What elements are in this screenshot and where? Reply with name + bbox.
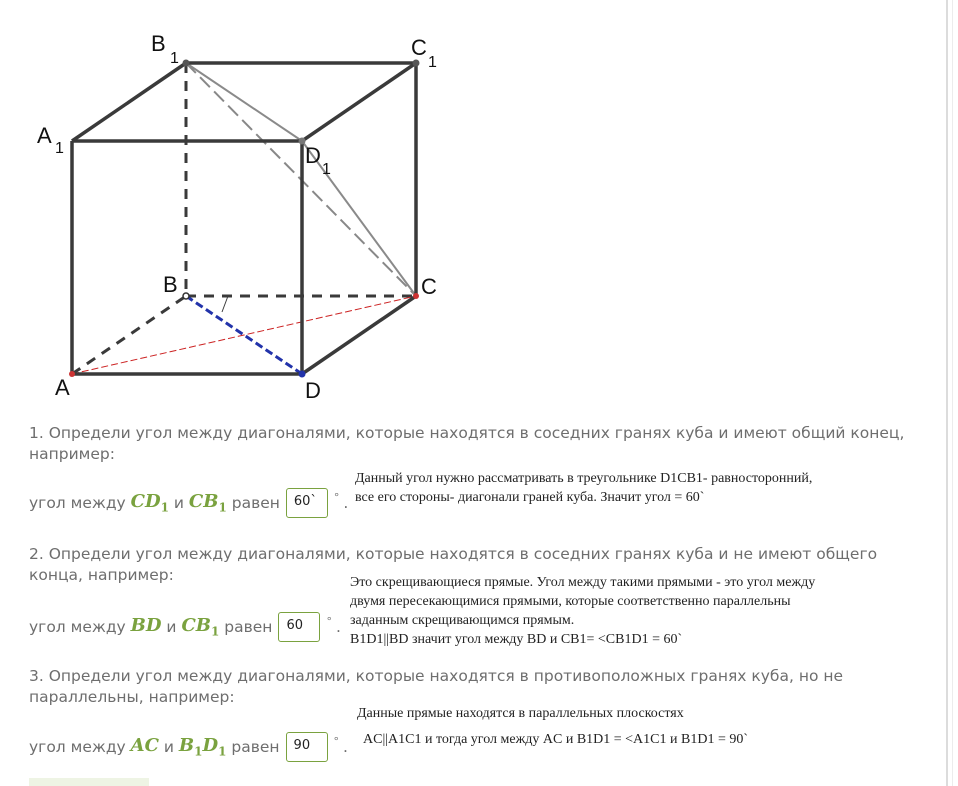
scrollbar-edge [952,0,953,786]
question-3-text: 3. Определи угол между диагоналями, которые находятся в противоположных гранях куба, но не параллельны, например: [29,667,844,706]
q2-suffix: равен [224,618,273,636]
diagonal-AC [72,296,416,374]
edge-AB [72,296,186,374]
q3-suffix: равен [231,738,280,756]
label-D1: D [305,143,321,168]
q1-period: . [343,494,349,512]
label-B1-sub: 1 [170,50,179,67]
q3-answer-input[interactable]: 90 [286,732,328,762]
edge-A1B1 [72,63,186,141]
label-A1-sub: 1 [55,140,64,157]
question-2-row [29,612,341,642]
note-2-line-2: двумя пересекающимися прямыми, которые соответственно параллельны [350,594,791,609]
label-C: C [421,274,437,299]
q2-conj: и [166,618,177,636]
q1-line1: $CD_1$ [130,491,169,515]
q3-period: . [343,738,348,756]
q1-conj: и [173,494,184,512]
diagonal-B1D1 [186,63,302,141]
note-1 [355,469,812,507]
point-B [183,293,189,299]
note-3-line-2: AC||A1C1 и тогда угол между AC и B1D1 = <A1C1 и B1D1 = 90` [363,732,748,747]
label-A: A [55,375,70,400]
label-C1-sub: 1 [428,54,437,71]
q3-conj: и [163,738,174,756]
point-C1 [413,60,420,67]
angle-tick [222,296,228,312]
label-B1: B [151,31,166,56]
q1-prefix: угол между [29,494,126,512]
next-button-stub[interactable] [29,778,149,786]
label-D1-sub: 1 [322,161,331,178]
note-2 [350,573,815,649]
q1-suffix: равен [231,494,280,512]
q3-degree-sign: ° [333,734,340,748]
note-2-line-3: заданным скрещивающимся прямым. [350,613,575,628]
q3-prefix: угол между [29,738,126,756]
note-2-line-4: B1D1||BD значит угол между BD и CB1= <CB1D1 = 60` [350,632,683,647]
edge-C1D1 [302,63,416,141]
question-3-row [29,732,348,762]
q3-line2: $B_1D_1$ [178,735,227,759]
label-D: D [305,378,321,403]
edge-CD [302,296,416,374]
label-A1: A [37,123,52,148]
point-A [69,371,75,377]
question-1-row [29,488,348,518]
q2-prefix: угол между [29,618,126,636]
note-1-line-1: Данный угол нужно рассматривать в треугольнике D1CB1- равносторонний, [355,471,813,486]
q2-line2: $CB_1$ [181,615,220,639]
note-3 [357,704,748,749]
q2-degree-sign: ° [326,614,332,628]
question-2-text: 2. Определи угол между диагоналями, которые находятся в соседних гранях куба и не имеют общего конца, например: [29,545,878,584]
note-2-line-1: Это скрещивающиеся прямые. Угол между такими прямыми - это угол между [350,575,816,590]
scrollbar-track[interactable] [946,0,948,786]
q1-answer-input[interactable]: 60` [286,488,328,518]
q2-answer-input[interactable]: 60 [278,612,320,642]
point-B1 [183,60,190,67]
note-3-line-1: Данные прямые находятся в параллельных плоскостях [357,706,684,721]
q2-period: . [335,618,341,636]
label-B: B [163,272,178,297]
q1-degree-sign: ° [333,490,340,504]
q3-line1: AC [130,735,159,757]
point-D [299,371,306,378]
note-1-line-2: все его стороны- диагонали граней куба. Значит угол = 60` [355,490,705,505]
question-1-text: 1. Определи угол между диагоналями, которые находятся в соседних гранях куба и имеют общий конец, например: [29,424,905,463]
q1-line2: $CB_1$ [188,491,227,515]
cube-diagram [0,0,480,410]
q2-line1: BD [130,615,162,637]
point-C [413,293,419,299]
label-C1: C [411,35,427,60]
